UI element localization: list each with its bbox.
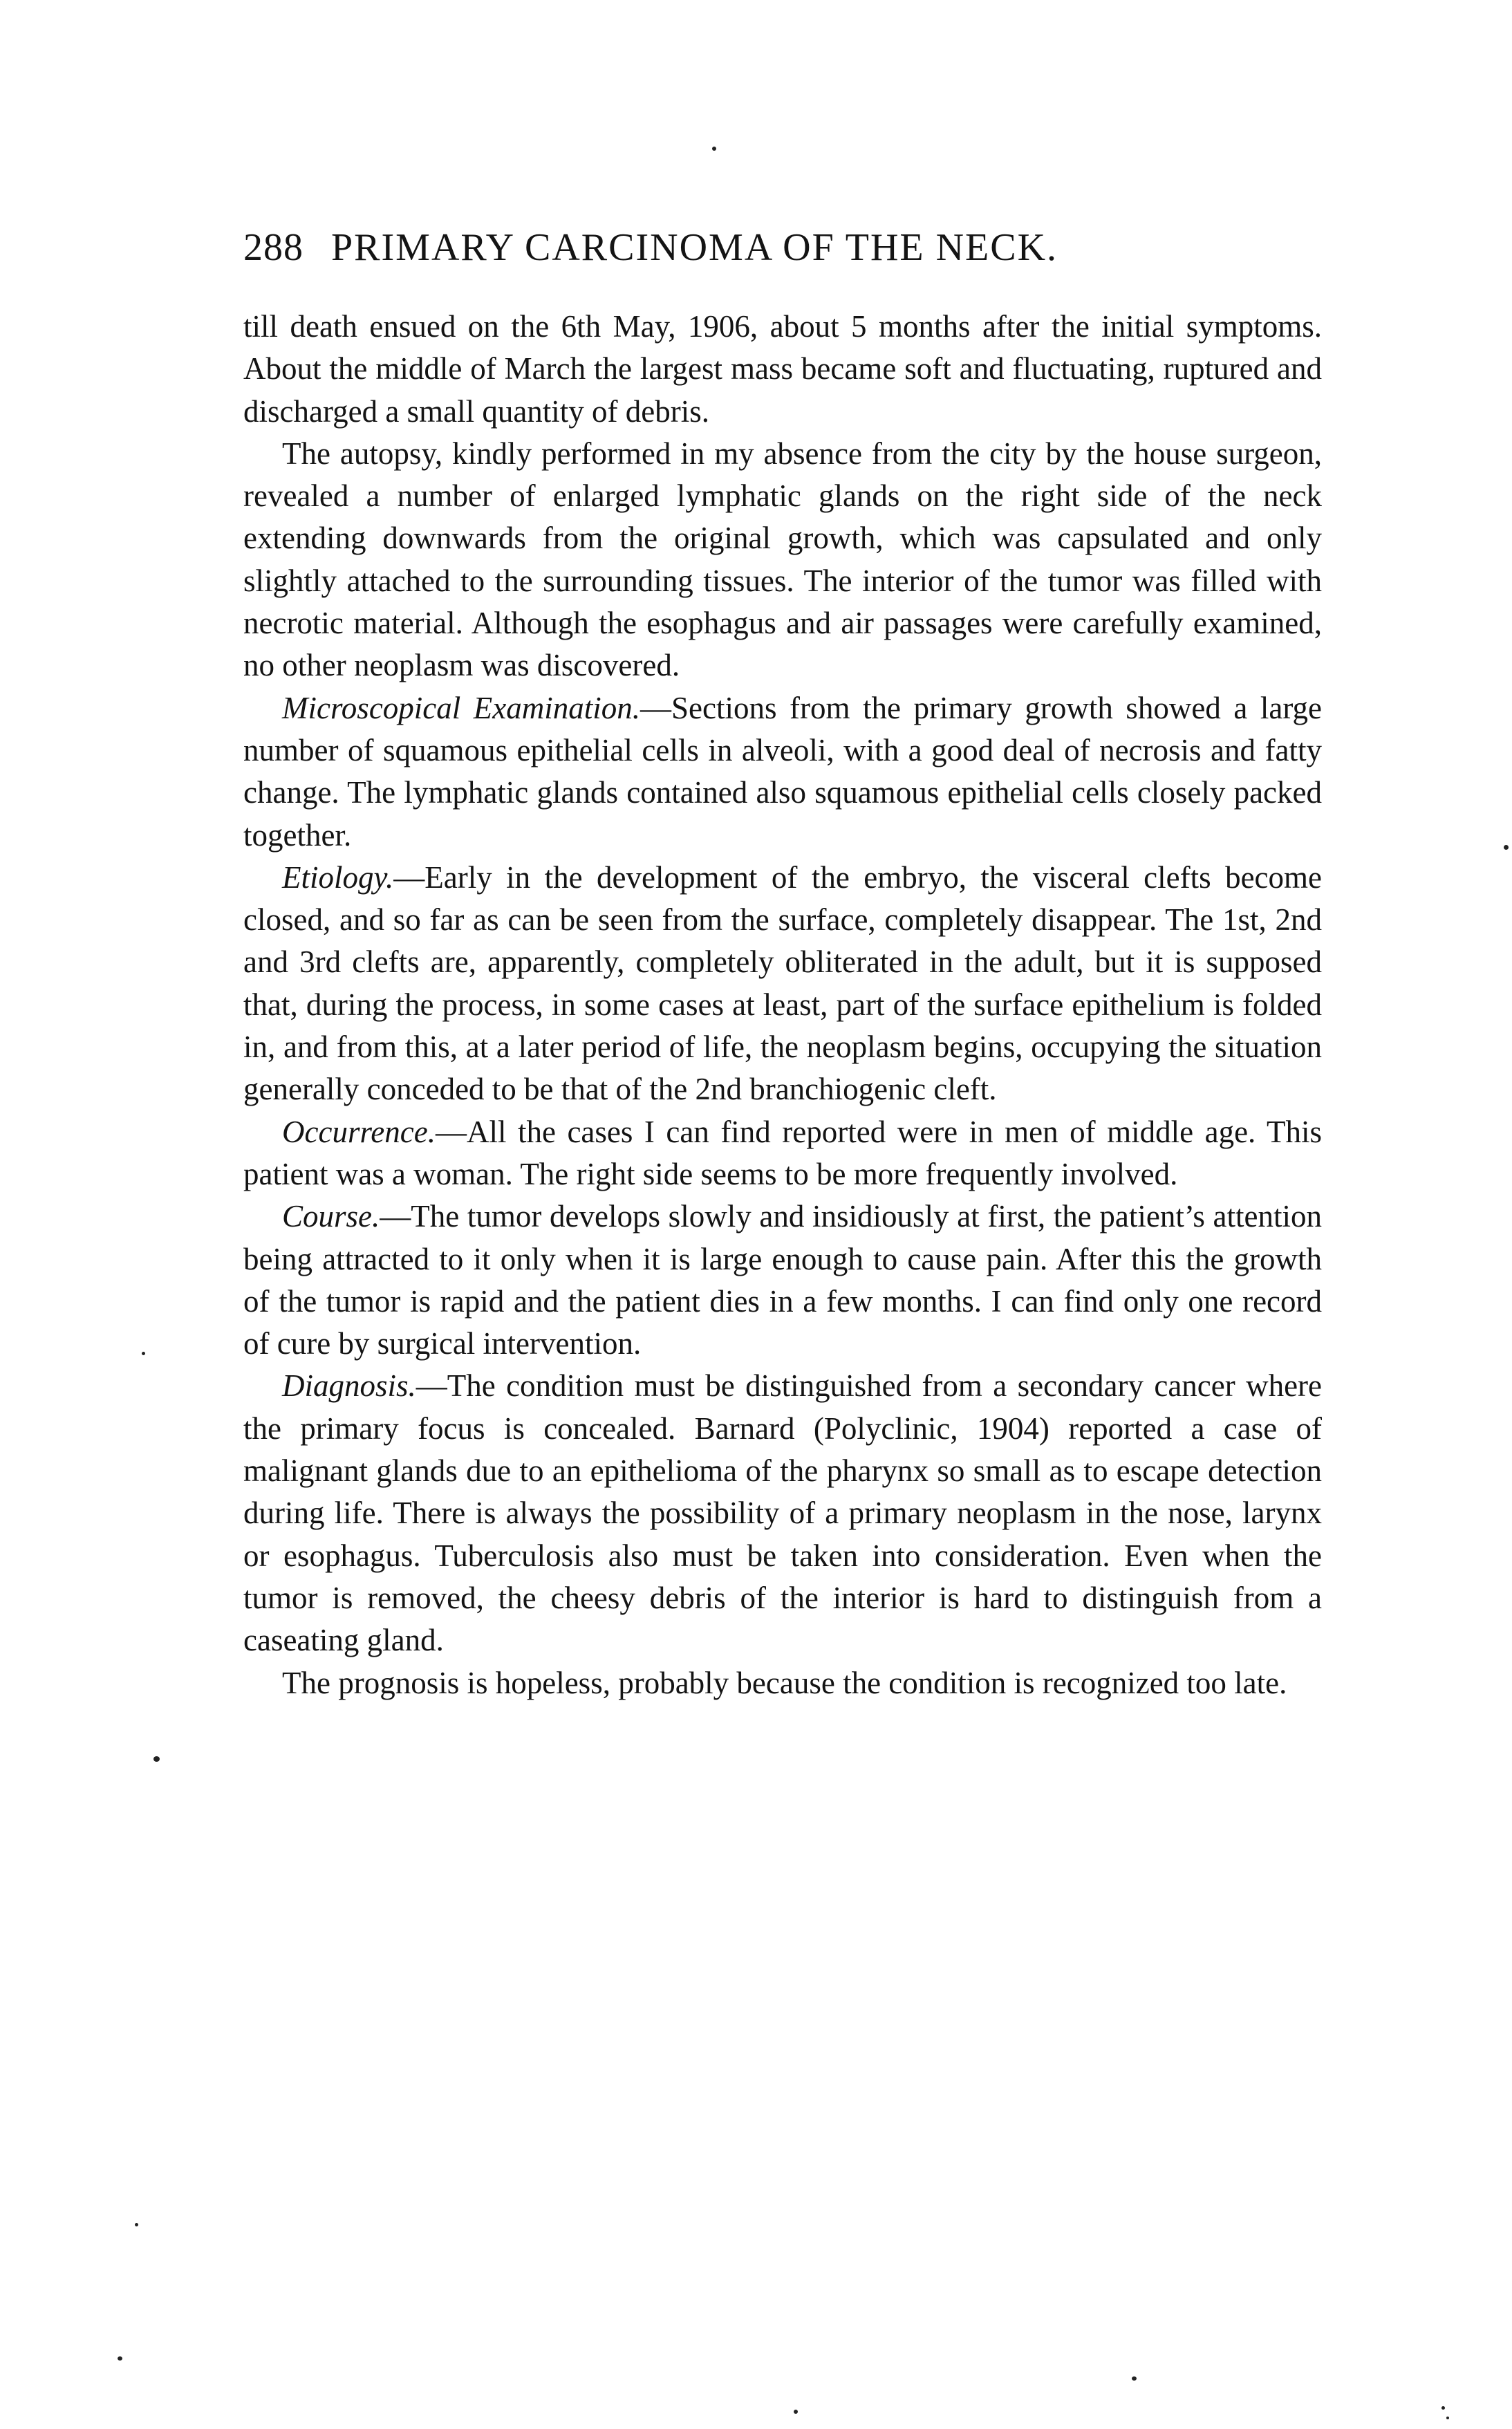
paragraph-prognosis — [243, 1662, 1322, 1704]
page-number: 288 — [243, 226, 304, 269]
paragraph-heading: Course. — [282, 1199, 380, 1234]
paragraph-continuation — [243, 306, 1322, 433]
paragraph-heading: Occurrence. — [282, 1114, 436, 1149]
paragraph-text: —All the cases I can find reported were in men of middle age. This patient was a woman. The right side seems to be more frequently involved. — [243, 1114, 1322, 1191]
scan-speck — [1446, 2417, 1449, 2419]
running-title: PRIMARY CARCINOMA OF THE NECK. — [331, 226, 1058, 269]
paragraph-text: —Early in the development of the embryo, the visceral clefts become closed, and so far as can be seen from the surface, completely disappear. The 1st, 2nd and 3rd clefts are, apparently, completely obliterated in the adult, but it is supposed that, during the process, in some cases at least, part of the surface epithelium is folded in, and from this, at a later period of life, the neoplasm begins, occupying the situation generally conceded to be that of the 2nd branchiogenic cleft. — [243, 859, 1322, 1107]
paragraph-autopsy — [243, 433, 1322, 687]
scan-speck — [794, 2410, 798, 2414]
paragraph-heading: Diagnosis. — [282, 1368, 416, 1404]
paragraph-occurrence — [243, 1111, 1322, 1196]
paragraph-etiology — [243, 857, 1322, 1111]
paragraph-text: —The condition must be distinguished from a secondary cancer where the primary focus is concealed. Barnard (Polyclinic, 1904) reported a case of malignant glands due to an epithelioma of the pharynx so small as to escape detection during life. There is always the possibility of a primary neoplasm in the nose, larynx or esophagus. Tuberculosis also must be taken into consideration. Even when the tumor is removed, the cheesy debris of the interior is hard to distinguish from a caseating gland. — [243, 1368, 1322, 1658]
scan-speck — [1441, 2406, 1445, 2410]
paragraph-heading: Microscopical Examination. — [282, 690, 640, 725]
scan-speck — [1504, 845, 1509, 850]
paragraph-microscopical-examination — [243, 687, 1322, 857]
body-text — [243, 306, 1322, 1704]
paragraph-text: till death ensued on the 6th May, 1906, about 5 months after the initial symptoms. About the middle of March the largest mass became soft and fluctuating, ruptured and discharged a small quantity of debris. — [243, 309, 1322, 429]
paragraph-text: —The tumor develops slowly and insidiously at first, the patient’s attention being attracted to it only when it is large enough to cause pain. After this the growth of the tumor is rapid and the patient dies in a few months. I can find only one record of cure by surgical intervention. — [243, 1199, 1322, 1361]
scan-speck — [118, 2356, 122, 2361]
running-header — [243, 220, 1322, 275]
paragraph-heading: Etiology. — [282, 859, 394, 895]
paragraph-diagnosis — [243, 1365, 1322, 1662]
paragraph-text: —Sections from the primary growth showed a large number of squamous epithelial cells in alveoli, with a good deal of necrosis and fatty change. The lymphatic glands contained also squamous epithelial cells closely packed together. — [243, 690, 1323, 853]
paragraph-course — [243, 1195, 1322, 1365]
scan-speck — [1132, 2376, 1137, 2381]
scan-speck — [153, 1756, 160, 1762]
paragraph-text: The autopsy, kindly performed in my absence from the city by the house surgeon, revealed a number of enlarged lymphatic glands on the right side of the neck extending downwards from the original growth, which was capsulated and only slightly attached to the surrounding tissues. The interior of the tumor was filled with necrotic material. Although the esophagus and air passages were carefully examined, no other neoplasm was discovered. — [243, 436, 1322, 683]
scan-speck — [712, 147, 716, 151]
paragraph-text: The prognosis is hopeless, probably because the condition is recognized too late. — [282, 1665, 1287, 1700]
scan-speck — [135, 2223, 138, 2226]
scan-speck — [142, 1352, 145, 1355]
